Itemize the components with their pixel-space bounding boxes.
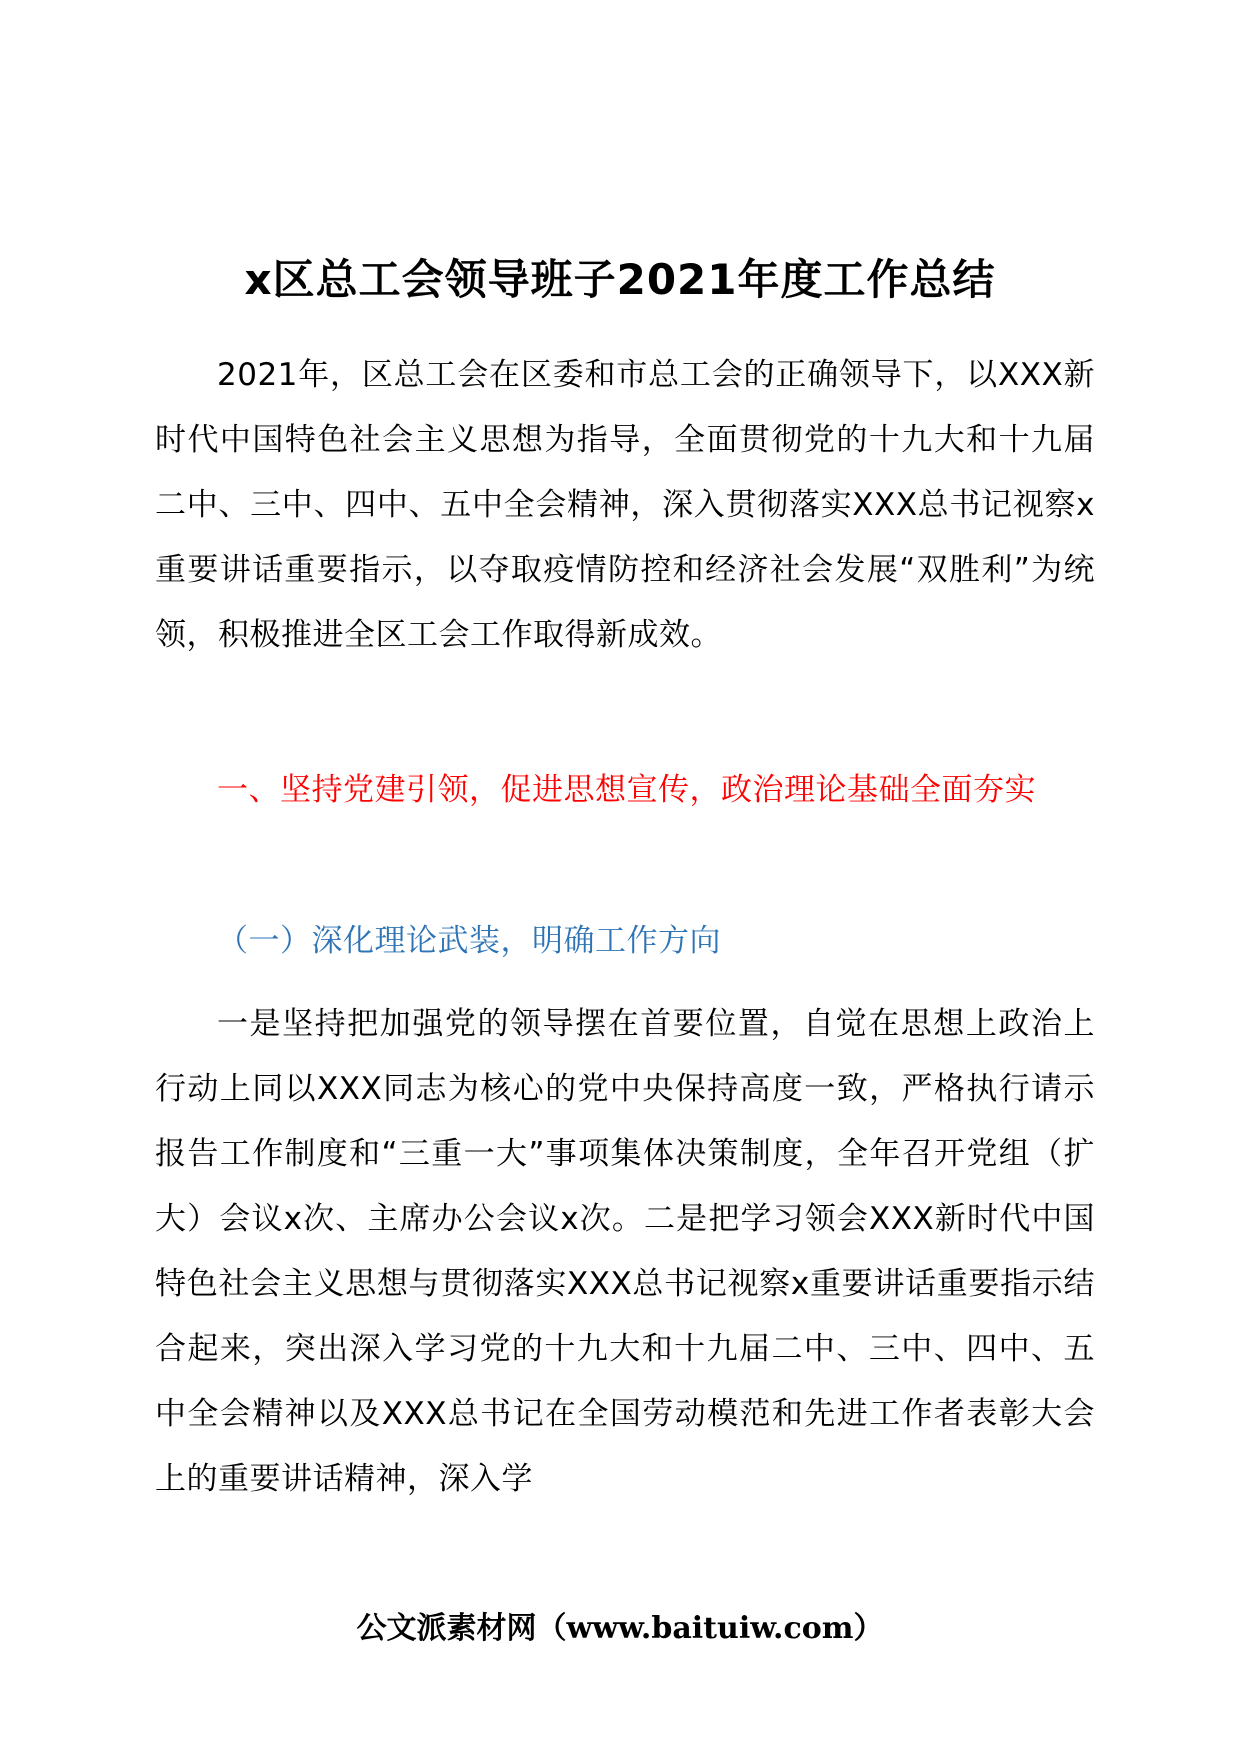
document-title: x区总工会领导班子2021年度工作总结 <box>244 255 996 304</box>
subsection-heading: （一）深化理论武装，明确工作方向 <box>217 923 721 959</box>
intro-paragraph: 2021年，区总工会在区委和市总工会的正确领导下，以XXX新时代中国特色社会主义思想为指导，全面贯彻党的十九大和十九届二中、三中、四中、五中全会精神，深入贯彻落实XXX总书记视察x重要讲话重要指示，以夺取疫情防控和经济社会发展“双胜利”为统领，积极推进全区工会工作取得新成效。 <box>155 357 1095 653</box>
section-heading: 一、坚持党建引领，促进思想宣传，政治理论基础全面夯实 <box>217 772 1036 808</box>
footer-watermark: 公文派素材网（www.baituiw.com） <box>356 1611 884 1646</box>
subsection-paragraph: 一是坚持把加强党的领导摆在首要位置，自觉在思想上政治上行动上同以XXX同志为核心的党中央保持高度一致，严格执行请示报告工作制度和“三重一大”事项集体决策制度，全年召开党组（扩大）会议x次、主席办公会议x次。二是把学习领会XXX新时代中国特色社会主义思想与贯彻落实XXX总书记视察x重要讲话重要指示结合起来，突出深入学习党的十九大和十九届二中、三中、四中、五中全会精神以及XXX总书记在全国劳动模范和先进工作者表彰大会上的重要讲话精神，深入学 <box>155 1006 1095 1497</box>
